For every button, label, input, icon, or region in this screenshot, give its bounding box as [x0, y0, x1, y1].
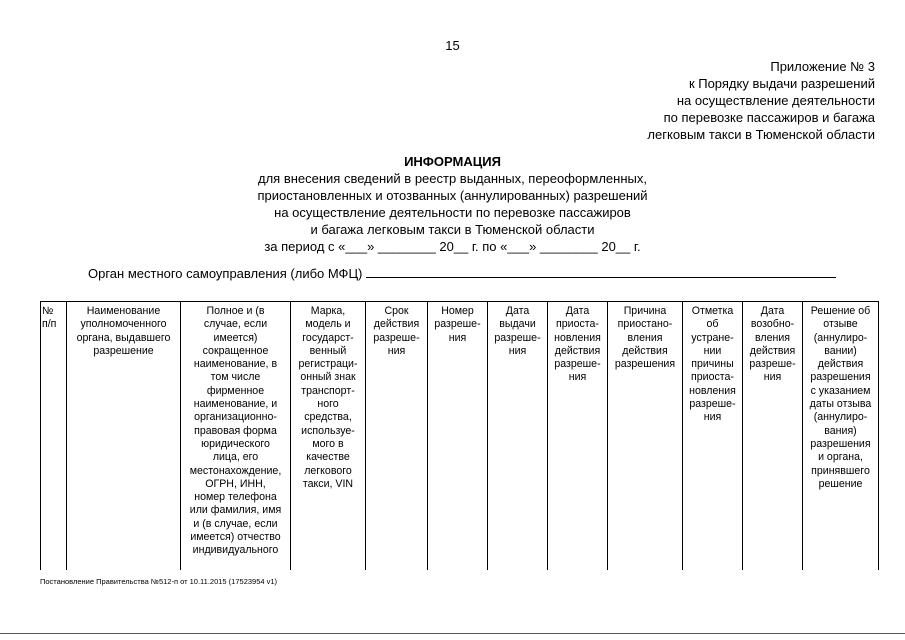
heading-line: для внесения сведений в реестр выданных, переоформленных,: [258, 171, 647, 186]
registry-table: [40, 301, 879, 570]
appendix-line: Приложение № 3: [770, 59, 875, 74]
column-header: Наименование уполномоченного органа, выдавшего разрешение: [67, 302, 181, 571]
footer-note: Постановление Правительства №512-п от 10.11.2015 (17523954 v1): [40, 577, 278, 586]
heading-line: приостановленных и отозванных (аннулированных) разрешений: [257, 188, 648, 203]
document-title: ИНФОРМАЦИЯ: [404, 154, 501, 169]
column-header: Отметка об устране- нии причины приоста- новления разреше- ния: [683, 302, 743, 571]
org-blank-field: [366, 265, 836, 278]
appendix-line: легковым такси в Тюменской области: [647, 127, 875, 142]
column-header: Номер разреше- ния: [428, 302, 488, 571]
column-header: Дата выдачи разреше- ния: [488, 302, 548, 571]
column-header: Дата приоста- новления действия разреше- ния: [548, 302, 608, 571]
column-header: Причина приостано- вления действия разрешения: [608, 302, 683, 571]
appendix-line: на осуществление деятельности: [676, 93, 875, 108]
column-header: Полное и (в случае, если имеется) сокращенное наименование, в том числе фирменное наименование, и организационно- правовая форма юридического лица, его местонахождение, ОГРН, ИНН, номер телефона или фамилия, имя и (в случае, если имеется) отчество индивидуального: [181, 302, 291, 571]
period-line: за период с «___» ________ 20__ г. по «___» ________ 20__ г.: [264, 239, 641, 254]
table-header-row: [41, 302, 879, 571]
column-header: Решение об отзыве (аннулиро- вании) действия разрешения с указанием даты отзыва (аннулиро- вания) разрешения и органа, принявшего решение: [803, 302, 879, 571]
page-edge-line: [0, 633, 905, 634]
column-header: Срок действия разреше- ния: [366, 302, 428, 571]
appendix-line: к Порядку выдачи разрешений: [688, 76, 875, 91]
column-header: Марка, модель и государст- венный регистраци- онный знак транспорт- ного средства, используе- мого в качестве легкового такси, VIN: [291, 302, 366, 571]
heading-line: и багажа легковым такси в Тюменской области: [310, 222, 595, 237]
heading-line: на осуществление деятельности по перевозке пассажиров: [274, 205, 631, 220]
column-header: № п/п: [41, 302, 67, 571]
org-label: Орган местного самоуправления (либо МФЦ): [88, 266, 363, 281]
page-number: 15: [445, 38, 460, 53]
appendix-block: [647, 58, 875, 143]
org-line: [88, 265, 873, 281]
appendix-line: по перевозке пассажиров и багажа: [663, 110, 875, 125]
document-heading: [0, 153, 905, 255]
column-header: Дата возобно- вления действия разреше- ния: [743, 302, 803, 571]
